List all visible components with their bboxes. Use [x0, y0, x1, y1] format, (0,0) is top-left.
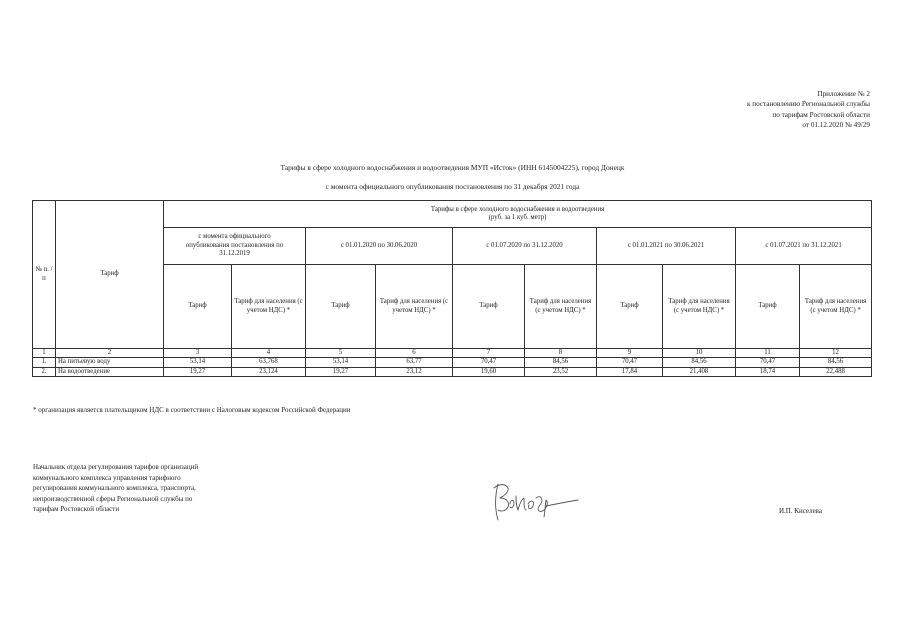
- subheader-tariff: Тариф: [597, 265, 663, 349]
- annex-line: Приложение № 2: [817, 90, 870, 98]
- column-number: 5: [306, 349, 376, 358]
- header-group: [164, 201, 872, 228]
- header-no: № п. /п: [33, 201, 56, 349]
- signer-name: И.П. Киселева: [779, 507, 822, 515]
- signer-position: [33, 462, 198, 515]
- annex-line: по тарифам Ростовской области: [772, 110, 870, 119]
- subheader-tariff: Тариф: [306, 265, 376, 349]
- tariff-value: 70,47: [597, 358, 663, 367]
- tariff-value: 22,488: [800, 367, 872, 376]
- tariff-value: 23,52: [525, 367, 597, 376]
- tariff-value: 53,14: [306, 358, 376, 367]
- annex-line: от 01.12.2020 № 49/29: [802, 121, 870, 130]
- period-header: с 01.07.2021 по 31.12.2021: [736, 228, 872, 265]
- header-group-unit: (руб. за 1 куб. метр): [488, 214, 547, 221]
- tariff-value: 70,47: [453, 358, 525, 367]
- tariff-value: 19,60: [453, 367, 525, 376]
- column-number: 8: [525, 349, 597, 358]
- row-number: 1.: [33, 358, 56, 367]
- signer-line: регулирования коммунального комплекса, транспорта,: [33, 484, 196, 493]
- table-row: [33, 367, 872, 376]
- period-header: с 01.07.2020 по 31.12.2020: [453, 228, 597, 265]
- period-header: с 01.01.2020 по 30.06.2020: [306, 228, 453, 265]
- tariff-value: 53,14: [164, 358, 232, 367]
- signer-line: коммунального комплекса управления тарифного: [33, 473, 181, 482]
- tariff-value: 19,27: [306, 367, 376, 376]
- tariff-value: 84,56: [525, 358, 597, 367]
- subheader-tariff: Тариф: [453, 265, 525, 349]
- column-number: 9: [597, 349, 663, 358]
- column-number: 4: [232, 349, 306, 358]
- column-number: 10: [663, 349, 736, 358]
- subheader-population: Тариф для населения (с учетом НДС) *: [663, 265, 736, 349]
- annex-line: к постановлению Региональной службы: [746, 100, 870, 109]
- tariff-value: 70,47: [736, 358, 800, 367]
- tariff-value: 18,74: [736, 367, 800, 376]
- period-header: с момента официального опубликования постановления по 31.12.2019: [164, 228, 306, 265]
- column-number: 6: [376, 349, 453, 358]
- column-number: 11: [736, 349, 800, 358]
- subheader-tariff: Тариф: [736, 265, 800, 349]
- column-number: 7: [453, 349, 525, 358]
- tariff-value: 23,124: [232, 367, 306, 376]
- signer-line: Начальник отдела регулирования тарифов организаций: [33, 463, 199, 471]
- handwritten-signature: [484, 474, 584, 524]
- row-number: 2.: [33, 367, 56, 376]
- tariff-value: 84,56: [663, 358, 736, 367]
- tariff-value: 84,56: [800, 358, 872, 367]
- subheader-population: Тариф для населения (с учетом НДС) *: [800, 265, 872, 349]
- tariff-value: 21,408: [663, 367, 736, 376]
- column-number: 1: [33, 349, 56, 358]
- signer-line: непроизводственной сферы Региональной службы по: [33, 494, 193, 503]
- tariff-value: 19,27: [164, 367, 232, 376]
- column-number: 3: [164, 349, 232, 358]
- subheader-population: Тариф для населения (с учетом НДС) *: [232, 265, 306, 349]
- document-subtitle: с момента официального опубликования постановления по 31 декабря 2021 года: [325, 182, 580, 191]
- period-header: с 01.01.2021 по 30.06.2021: [597, 228, 736, 265]
- table-row: [33, 358, 872, 367]
- column-number: 2: [56, 349, 164, 358]
- signer-line: тарифам Ростовской области: [33, 505, 120, 514]
- column-number-row: [33, 349, 872, 358]
- tariff-value: 23,12: [376, 367, 453, 376]
- tariff-value: 63,768: [232, 358, 306, 367]
- subheader-population: Тариф для населения (с учетом НДС) *: [525, 265, 597, 349]
- tariff-value: 63,77: [376, 358, 453, 367]
- annex-block: [747, 89, 870, 131]
- header-group-title: Тарифы в сфере холодного водоснабжения и водоотведения: [430, 205, 605, 213]
- subheader-tariff: Тариф: [164, 265, 232, 349]
- row-name: На питьевую воду: [56, 358, 164, 367]
- footnote: * организация является плательщиком НДС в соответствии с Налоговым кодексом Российской Федерации: [33, 406, 351, 414]
- column-number: 12: [800, 349, 872, 358]
- tariff-table: [32, 200, 872, 377]
- document-title: Тарифы в сфере холодного водоснабжения и водоотведения МУП «Исток» (ИНН 6145004225), город Донецк: [280, 163, 625, 172]
- header-tariff: Тариф: [56, 201, 164, 349]
- subheader-population: Тариф для населения (с учетом НДС) *: [376, 265, 453, 349]
- row-name: На водоотведение: [56, 367, 164, 376]
- tariff-value: 17,84: [597, 367, 663, 376]
